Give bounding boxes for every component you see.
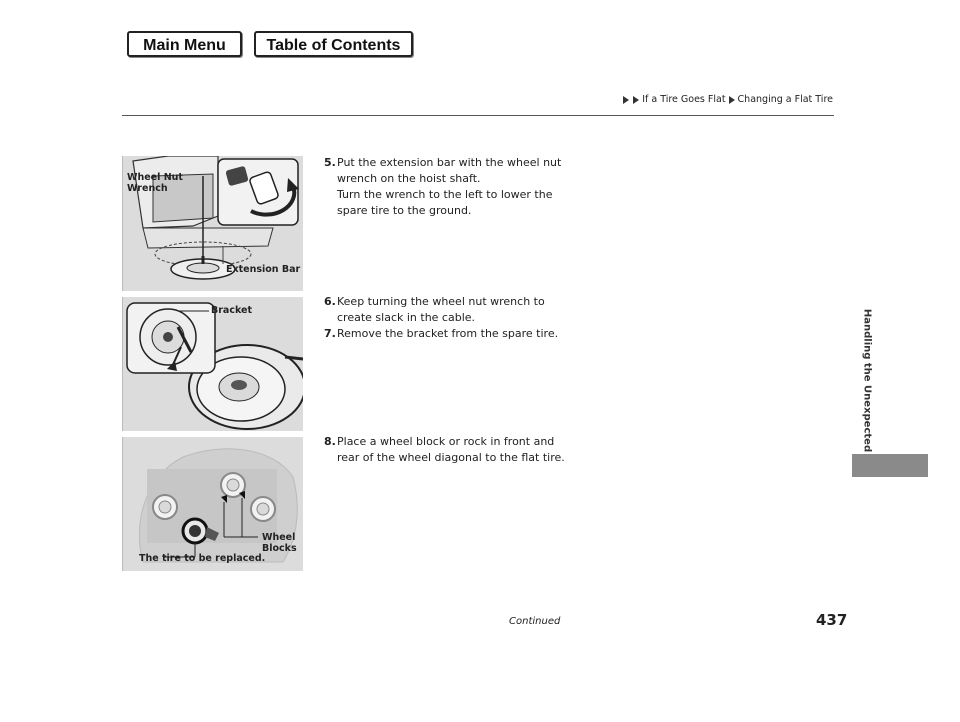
step-line: spare tire to the ground. [337,204,472,217]
callout-wheel-nut: Wheel Nut [127,172,183,183]
callout-extension-bar: Extension Bar [226,264,301,275]
step-8 [324,434,584,466]
step-number: 6. [324,295,336,308]
step-5 [324,155,584,219]
breadcrumb-link-flat-tire[interactable]: If a Tire Goes Flat [642,94,726,105]
step-6 [324,294,584,326]
page-number: 437 [816,611,848,629]
header-divider [122,115,834,116]
section-tab-label: Handling the Unexpected [861,308,873,453]
breadcrumb-arrow-icon [729,96,735,104]
breadcrumb-arrow-icon [623,96,629,104]
table-of-contents-button[interactable]: Table of Contents [254,31,413,57]
continued-label: Continued [509,616,561,627]
figure-lower-spare-tire [122,156,303,291]
step-7 [324,326,584,342]
figure-wheel-blocks [122,437,303,571]
breadcrumb-arrow-icon [633,96,639,104]
main-menu-button[interactable]: Main Menu [127,31,242,57]
callout-blocks: Blocks [262,543,297,554]
figure-remove-bracket [122,297,303,431]
callout-bracket: Bracket [211,305,253,316]
callout-wrench: Wrench [127,183,168,194]
step-line: Keep turning the wheel nut wrench to [337,295,545,308]
remove-bracket-illustration [123,297,303,431]
step-line: Remove the bracket from the spare tire. [337,327,559,340]
step-number: 8. [324,435,336,448]
step-number: 7. [324,327,336,340]
step-line: wrench on the hoist shaft. [337,172,481,185]
step-line: Put the extension bar with the wheel nut [337,156,562,169]
section-tab-marker [852,454,928,477]
breadcrumb [622,94,833,105]
step-line: Place a wheel block or rock in front and [337,435,555,448]
step-line: rear of the wheel diagonal to the flat tire. [337,451,565,464]
step-line: create slack in the cable. [337,311,476,324]
breadcrumb-current-page: Changing a Flat Tire [737,94,833,105]
callout-wheel: Wheel [262,532,296,543]
section-tab[interactable] [856,307,873,457]
step-number: 5. [324,156,336,169]
step-line: Turn the wrench to the left to lower the [337,188,553,201]
callout-tire-to-be-replaced: The tire to be replaced. [139,553,266,564]
